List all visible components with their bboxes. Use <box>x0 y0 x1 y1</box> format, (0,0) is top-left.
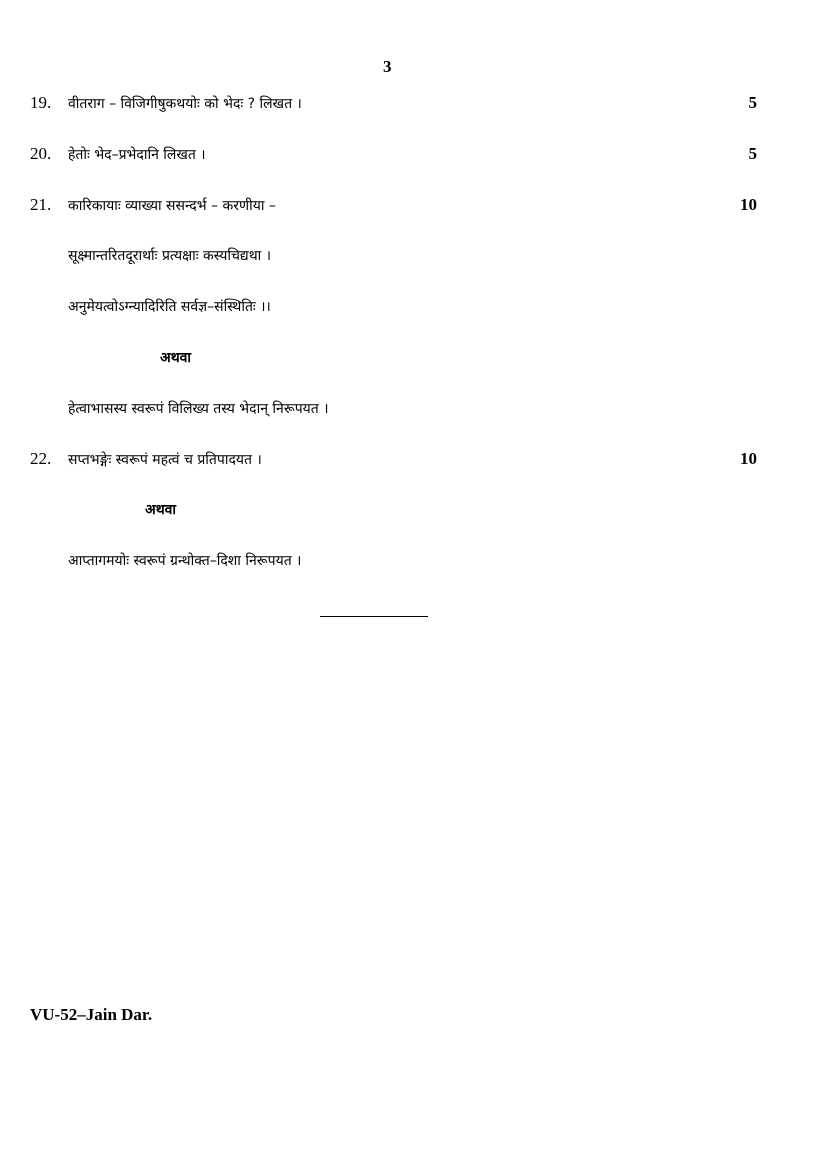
question-number: 21. <box>30 195 52 214</box>
page-number: 3 <box>383 57 392 76</box>
verse-line-2: अनुमेयत्वोऽग्न्यादिरिति सर्वज्ञ–संस्थितिः ।। <box>68 299 271 315</box>
question-marks: 5 <box>748 144 757 163</box>
or-label: अथवा <box>145 502 177 518</box>
question-text: कारिकायाः व्याख्या ससन्दर्भ – करणीया – <box>68 198 276 214</box>
question-number: 19. <box>30 93 52 112</box>
question-text: वीतराग – विजिगीषुकथयोः को भेदः ? लिखत । <box>68 96 302 112</box>
end-of-questions-rule <box>320 616 428 617</box>
verse-line-1: सूक्ष्मान्तरितदूरार्थाः प्रत्यक्षाः कस्यचिद्यथा । <box>68 248 272 264</box>
question-number: 22. <box>30 449 52 468</box>
alternative-question-text: हेत्वाभासस्य स्वरूपं विलिख्य तस्य भेदान् निरूपयत । <box>68 401 329 417</box>
question-number: 20. <box>30 144 52 163</box>
question-marks: 10 <box>740 449 757 468</box>
question-marks: 5 <box>748 93 757 112</box>
question-text: सप्तभङ्गेः स्वरूपं महत्वं च प्रतिपादयत । <box>68 452 262 468</box>
question-text: हेतोः भेद–प्रभेदानि लिखत । <box>68 147 206 163</box>
paper-code: VU-52–Jain Dar. <box>30 1005 153 1024</box>
or-label: अथवा <box>160 350 192 366</box>
alternative-question-text: आप्तागमयोः स्वरूपं ग्रन्थोक्त–दिशा निरूपयत । <box>68 553 302 569</box>
question-marks: 10 <box>740 195 757 214</box>
